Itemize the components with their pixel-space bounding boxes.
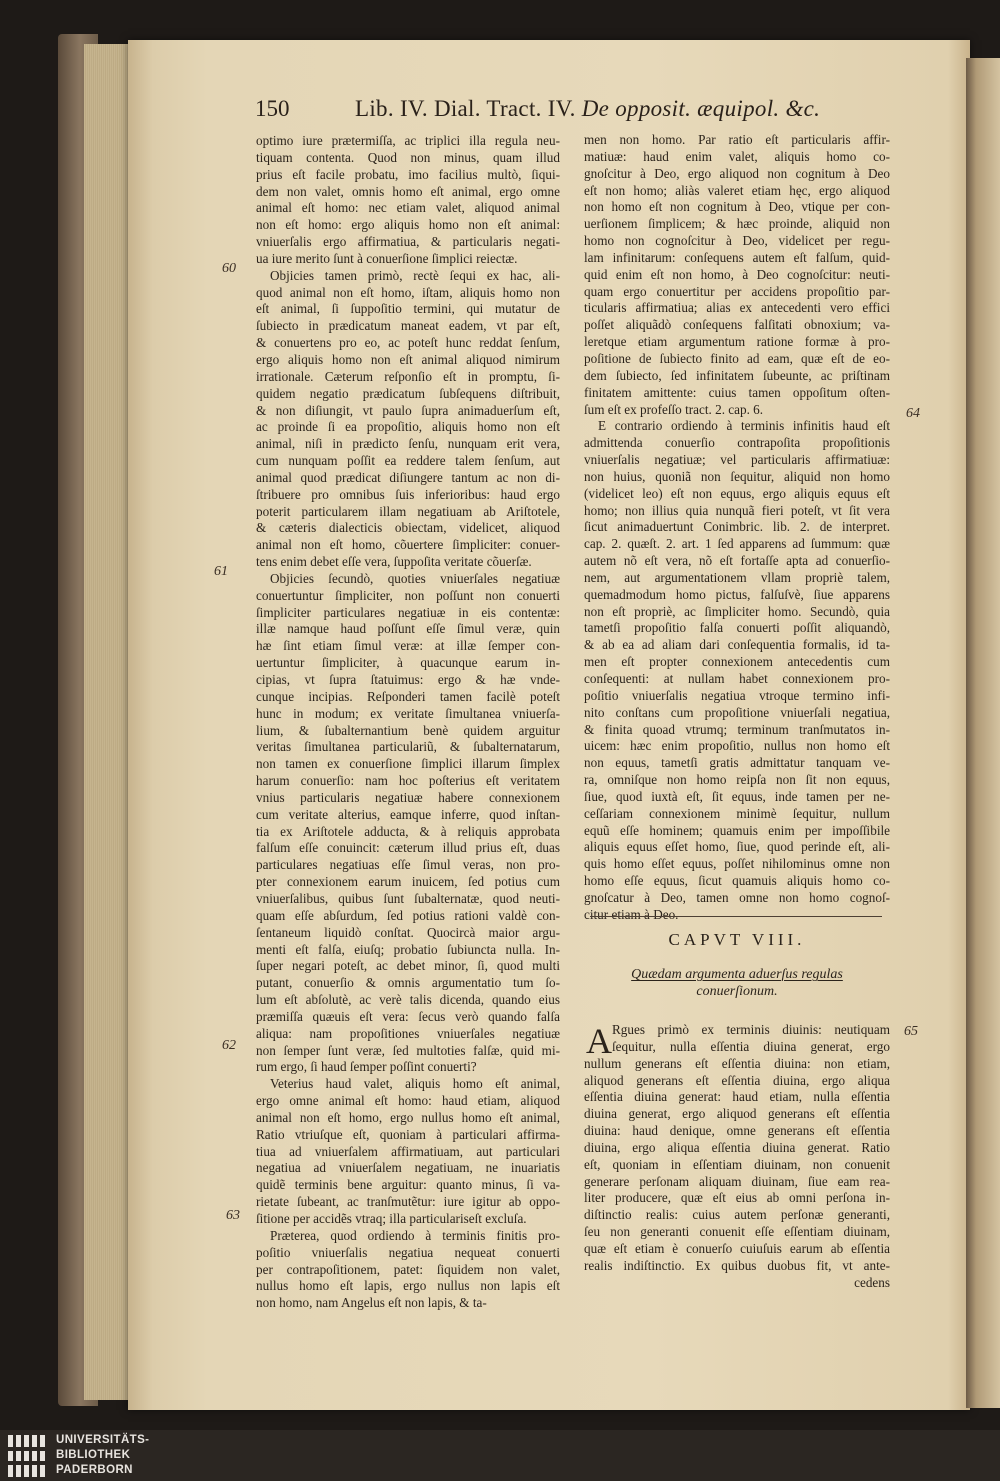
library-logo-line: PADERBORN (56, 1464, 133, 1476)
text-line: cap. 2. quæſt. 2. art. 1 ſed apparens ad ſummum: quæ (584, 536, 890, 552)
text-line: generare perſonam aliquam diuinam, ſiue eam rea- (584, 1173, 890, 1189)
page-number: 150 (255, 96, 290, 121)
text-line: cum nunquam poſſit ea reddere talem ſenſum, aut (256, 453, 560, 469)
margin-number: 60 (222, 261, 236, 276)
text-line: tia ex Ariſtotele adducta, & à reliquis approbata (256, 823, 560, 839)
text-line: ſentaneum liquidò conſtat. Quocircà maior argu- (256, 924, 560, 940)
margin-number: 65 (904, 1024, 918, 1039)
text-line: (videlicet leo) eſt non equus, ergo aliquis equus eſt (584, 485, 890, 501)
text-line: quid enim eſt non homo, à Deo cognoſcitur: neuti- (584, 266, 890, 282)
text-line: realis indiſtinctio. Ex quibus duobus fit, vt ante- (584, 1257, 890, 1273)
text-line: negatiua ad vniuerſalem negatiuam, ne inuariatis (256, 1160, 560, 1176)
text-line: non equus, tametſi gratis admittatur tanquam ve- (584, 755, 890, 771)
library-logo-line: BIBLIOTHEK (56, 1449, 131, 1461)
text-line: cunque incipias. Reſponderi tamen facilè poteſt (256, 688, 560, 704)
text-line: cipias, vt ſupra ſtatuimus: ergo & hæ vnde- (256, 672, 560, 687)
library-footer (0, 1430, 1000, 1481)
library-logo-line: UNIVERSITÄTS- (56, 1434, 150, 1446)
text-line: quemadmodum homo pictus, falſuſvè, ſiue apparens (584, 586, 890, 602)
text-line: optimo iure prætermiſſa, ac triplici illa regula neu- (256, 133, 560, 148)
text-line: lam infinitarum: conſequens autem eſt falſum, quid- (584, 249, 890, 265)
margin-number: 62 (222, 1038, 236, 1053)
text-line: ſubiecto in prædicatum maneat eadem, vt par eſt, (256, 318, 560, 334)
text-line: non eſt homo: ergo aliquis homo non eſt animal: (256, 217, 560, 233)
text-line: aliquod generans eſt eſſentia diuina, ergo aliqua (584, 1072, 890, 1088)
text-line: diſtinctio realis: cuius autem perſonæ generanti, (584, 1207, 890, 1223)
text-line: non ſemper ſunt veræ, ſed multoties falſæ, quid mi- (256, 1042, 560, 1058)
text-line: admittenda conuerſio contrapoſita propoſitionis (584, 435, 890, 451)
text-line: quis homo eſſet equus, poſſet nihilominus omne non (584, 856, 890, 872)
text-line: rum ergo, ſi haud ſemper poſſint conuerti? (256, 1059, 477, 1075)
text-line: Veterius haud valet, aliquis homo eſt animal, (270, 1076, 560, 1092)
text-line: men eſt propter connexionem antecedentis cum (584, 654, 890, 670)
text-line: Ratio vtriuſque eſt, quoniam à particulari affirma- (256, 1126, 560, 1142)
text-line: putant, conuerſio & omnis argumentatio tum ſo- (256, 975, 560, 991)
text-line: finitatem amittente: cuius tamen oppoſitum oſten- (584, 384, 890, 400)
text-line: animal non eſt homo, cõuertere ſimpliciter: conuer- (256, 537, 560, 553)
text-line: homo; non illius quia nunquã fieri poteſt, vt ſit vera (584, 502, 890, 518)
text-line: poſitio vniuerſalis negatiua vtroque termino infi- (584, 687, 890, 703)
text-line: ſuper negari poteſt, ac debet minor, ſi, quod multi (256, 958, 560, 974)
text-line: animal, niſi in prædicto ſenſu, nunquam erit vera, (256, 436, 560, 452)
text-line: ſicut animaduertunt Conimbric. lib. 2. de interpret. (584, 519, 890, 535)
text-line: ſum eſt ex profeſſo tract. 2. cap. 6. (584, 401, 764, 417)
chapter-body (584, 1022, 890, 1292)
text-line: vniuerſalis negatiuæ; vel particularis affirmatiuæ: (584, 452, 890, 468)
text-line: aliquis equus eſſet homo, ſiue, quod perinde eſt, ali- (584, 839, 890, 855)
text-line: & ab ea ad aliam dari conſequentia formalis, id ta- (584, 637, 890, 653)
text-line: ergo aliquis homo non eſt animal aliquod nimirum (256, 351, 560, 367)
text-line: uerſionem ſimplicem; & hæc proinde, aliquid non (584, 216, 890, 232)
text-line: Objicies tamen primò, rectè ſequi ex hac, ali- (270, 267, 560, 283)
text-line: leretque etiam argumentum ratione formæ à pro- (584, 334, 890, 350)
text-line: ac proinde ſi ea propoſitio, aliquis homo non eſt (256, 419, 560, 435)
margin-number: 63 (226, 1208, 240, 1223)
text-line: menti eſt falſa, eiuſq; probatio ſubiuncta nulla. In- (256, 941, 560, 957)
text-line: gnoſcatur à Deo, tamen omne non homo cognoſ- (584, 889, 890, 905)
text-line: falſum eſſe conuincit: cæterum illud prius eſt, duas (256, 840, 560, 856)
text-line: dem non valet, omnis homo eſt animal, ergo omne (256, 183, 560, 199)
section-rule (590, 916, 882, 917)
left-column (256, 133, 560, 1312)
text-line: ergo omne animal eſt homo: haud etiam, aliquod (256, 1093, 560, 1109)
text-line: diuina generat, ergo aliquod generans eſt eſſentia (584, 1106, 890, 1122)
page-stack-edge (84, 44, 132, 1400)
text-line: prius eſt facile probatu, imo facilius multò, ſiqui- (256, 166, 560, 182)
text-line: eſt, quoniam in eſſentiam diuinam, non conuenit (584, 1156, 890, 1172)
running-title (355, 96, 820, 122)
text-line: vniuerſalibus, quibus ſunt ſubalternatæ, quod neuti- (256, 890, 560, 906)
text-line: ſtribuere pro omnibus ſuis inferioribus: haud ergo (256, 486, 560, 502)
text-line: animal non eſt homo, ergo nullus homo eſt animal, (256, 1109, 560, 1125)
catchword: cedens (854, 1274, 890, 1290)
text-line: poſſet aliquãdò conſequens falſitati obnoxium; va- (584, 317, 890, 333)
text-line: per contrapoſitionem, patet: ſiquidem non valet, (256, 1261, 560, 1277)
text-line: hæ ſint etiam ſimul veræ: at illæ ſemper con- (256, 638, 560, 654)
text-line: ſequitur, nulla eſſentia diuina generat, ergo (612, 1038, 890, 1054)
text-line: tens enim debet eſſe vera, ſuppoſita veritate cõuerſæ. (256, 554, 532, 570)
text-line: harum conuerſio: nam hoc poſterius eſt veritatem (256, 773, 560, 789)
text-line: vnius particularis negatiuæ habere connexionem (256, 789, 560, 805)
text-line: non homo, nam Angelus eſt non lapis, & ta- (256, 1295, 487, 1311)
text-line: lium, & ſubalternantium benè quidem arguitur (256, 722, 560, 738)
text-line: conſequenti: at nullam habet connexionem pro- (584, 671, 890, 686)
text-line: ſimpliciter particulares negatiuæ in eis contentæ: (256, 604, 560, 620)
margin-number: 64 (906, 406, 920, 421)
text-line: ſeu non generanti conuenit eſſe eſſentiam diuinam, (584, 1224, 890, 1240)
chapter-subtitle-line: Quædam argumenta aduerſus regulas (631, 967, 843, 982)
text-line: E contrario ordiendo à terminis infinitis haud eſt (598, 418, 890, 434)
text-line: irrationale. Cæterum reſponſio eſt in promptu, ſi- (256, 368, 560, 384)
library-logo-text (56, 1433, 149, 1478)
margin-number: 61 (214, 564, 228, 579)
text-line: quam ergo conuertitur per accidens propoſitio par- (584, 283, 890, 299)
text-line: Præterea, quod ordiendo à terminis finitis pro- (270, 1227, 560, 1243)
running-head (255, 96, 845, 130)
text-line: nullus homo eſt lapis, ergo nullus non lapis eſt (256, 1278, 560, 1294)
running-title-roman: Lib. IV. Dial. Tract. IV. (355, 96, 576, 121)
text-line: & finita quoad vtrumq; terminum tranſmutatos in- (584, 721, 890, 737)
text-line: tametſi propoſitio falſa conuerti poſſit aliquandò, (584, 620, 890, 636)
chapter-subtitle-line: conuerſionum. (696, 984, 778, 999)
text-line: pter connexionem earum inuicem, ſed potius cum (256, 874, 560, 890)
text-line: gnoſcitur à Deo, ergo aliquod non cognitum à Deo (584, 165, 890, 181)
text-line: homo non cognoſcitur à Deo, videlicet per regu- (584, 233, 890, 249)
text-line: poſitio vniuerſalis negatiua nequeat conuerti (256, 1244, 560, 1260)
text-line: Objicies ſecundò, quoties vniuerſales negatiuæ (270, 570, 560, 586)
text-line: animal quod prædicat diſiungere tantum ac non di- (256, 469, 560, 485)
text-line: dem ſubiecto, ſed infinitatem ſubeunte, ac priſtinam (584, 367, 890, 383)
facing-page-edge (966, 58, 1000, 1408)
text-line: conuertuntur ſimpliciter, non poſſunt non conuerti (256, 587, 560, 603)
text-line: eſt animal, ſi ſuppoſitio termini, qui mutatur de (256, 301, 560, 317)
text-line: nito conſtans cum propoſitione vniuerſali negatiua, (584, 704, 890, 720)
text-line: particulares negatiuas eſſe ſimul veras, non pro- (256, 857, 560, 873)
text-line: veritas ſimultanea particulariũ, & ſubalternatarum, (256, 739, 560, 755)
text-line: & conuertens pro eo, ac poteſt hunc reddat ſenſum, (256, 335, 560, 351)
text-line: Rgues primò ex terminis diuinis: neutiquam (612, 1022, 890, 1037)
text-line: citur etiam à Deo. (584, 906, 679, 922)
text-line: uicem: hæc enim propoſitio, nullus non homo eſt (584, 738, 890, 754)
text-line: ceſſariam connexionem minimè ſequitur, nullum (584, 805, 890, 821)
drop-cap: A (586, 1021, 612, 1061)
library-logo-icon (6, 1433, 50, 1479)
text-line: quam eſſe abſurdum, ſed potius rationi valdè con- (256, 907, 560, 923)
right-column (584, 132, 890, 924)
text-line: matiuæ: haud enim valet, aliquis homo co- (584, 148, 890, 164)
text-line: & cæteris dialecticis obiectam, videlicet, aliquod (256, 520, 560, 536)
text-line: poterit particularem illam negatiuam ab Ariſtotele, (256, 503, 560, 519)
text-line: cum veritate alterius, eamque inferre, quod inſtan- (256, 806, 560, 822)
running-title-italic: De opposit. æquipol. &c. (581, 96, 821, 121)
text-line: & non diſiungit, vt paulo ſupra animaduerſum eſt, (256, 402, 560, 418)
text-line: eſt non homo; aliàs valeret etiam hęc, ergo aliquod (584, 182, 890, 198)
text-line: vniuerſalis ergo affirmatiua, & particularis negati- (256, 234, 560, 250)
text-line: quidẽ terminis bene arguitur: quanto minus, ſi va- (256, 1177, 560, 1193)
chapter-heading: CAPVT VIII. (668, 930, 806, 949)
text-line: lum eſt abſolutè, ac verè talis dicenda, quando eius (256, 992, 560, 1008)
text-line: eſſentia diuina generat: haud etiam, nulla eſſentia (584, 1089, 890, 1105)
text-line: tiquam contenta. Quod non minus, quam illud (256, 149, 560, 165)
chapter-subtitle (584, 966, 890, 1000)
text-line: ra, omniſque non homo reipſa non ſit non equus, (584, 772, 890, 788)
text-line: homo eſſe equus, ſicut quamuis aliquis homo co- (584, 873, 890, 889)
text-line: illæ namque haud poſſunt eſſe ſimul veræ, quin (256, 621, 560, 637)
text-line: poſitione de ſubiecto finito ad eam, quæ eſt de eo- (584, 350, 890, 366)
text-line: liter producere, quæ eſt eius ab omni perſona in- (584, 1190, 890, 1206)
text-line: men non homo. Par ratio eſt particularis affir- (584, 132, 890, 147)
text-line: præmiſſa quæuis eſt vera: ſecus verò quando falſa (256, 1008, 560, 1024)
text-line: ua iure merito ſunt à conuerſione ſimplici reiectæ. (256, 250, 518, 266)
text-line: animal eſt homo: nec etiam valet, aliquod animal (256, 200, 560, 216)
text-line: nullum generans eſt eſſentia diuina: non etiam, (584, 1055, 890, 1071)
text-line: uertuntur ſimpliciter, à quacunque earum in- (256, 655, 560, 671)
text-line: autem nõ eſt vera, nõ eſt fortaſſe apta ad conuerſio- (584, 553, 890, 569)
text-line: ſiue, quod iuxtà eſt, ſit equus, inde tamen per ne- (584, 788, 890, 804)
text-line: quæ eſt etiam è conuerſo cuiuſuis earum ab eſſentia (584, 1240, 890, 1256)
text-line: equũ eſſe hominem; quamuis enim per impoſſibile (584, 822, 890, 838)
text-line: quod animal non eſt homo, iſtam, aliquis homo non (256, 284, 560, 300)
text-line: nem, aut argumentationem vllam propriè talem, (584, 569, 890, 585)
text-line: diuina, ergo aliqua eſſentia diuina generat. Ratio (584, 1139, 890, 1155)
text-line: ticularis affirmatiua; alias ex antecedenti vero effici (584, 300, 890, 316)
text-line: ſitione per accidẽs vtraq; illa particulariseſt excluſa. (256, 1211, 527, 1226)
text-line: non huius, quoniã non ſequitur, aliquid non homo (584, 468, 890, 484)
text-line: hunc in modum; ex veritate ſimultanea vniuerſa- (256, 705, 560, 721)
text-line: non tamen ex conuerſione ſimplici illarum ſimplex (256, 756, 560, 772)
text-line: diuina: haud denique, omne generans eſt eſſentia (584, 1123, 890, 1139)
text-line: aliqua: nam propoſitiones vniuerſales negatiuæ (256, 1025, 560, 1041)
text-line: quidem negatio prædicatum ſubſequens diſtribuit, (256, 385, 560, 401)
text-line: rietate ſubeant, ac tranſmutẽtur: iure igitur ab oppo- (256, 1194, 560, 1210)
text-line: non homo eſt non cognitum à Deo, vtique per con- (584, 199, 890, 215)
text-line: non eſt propriè, ac ſimpliciter homo. Secundò, quia (584, 603, 890, 619)
text-line: tiua ad vniuerſalem affirmatiuam, aut particulari (256, 1143, 560, 1159)
